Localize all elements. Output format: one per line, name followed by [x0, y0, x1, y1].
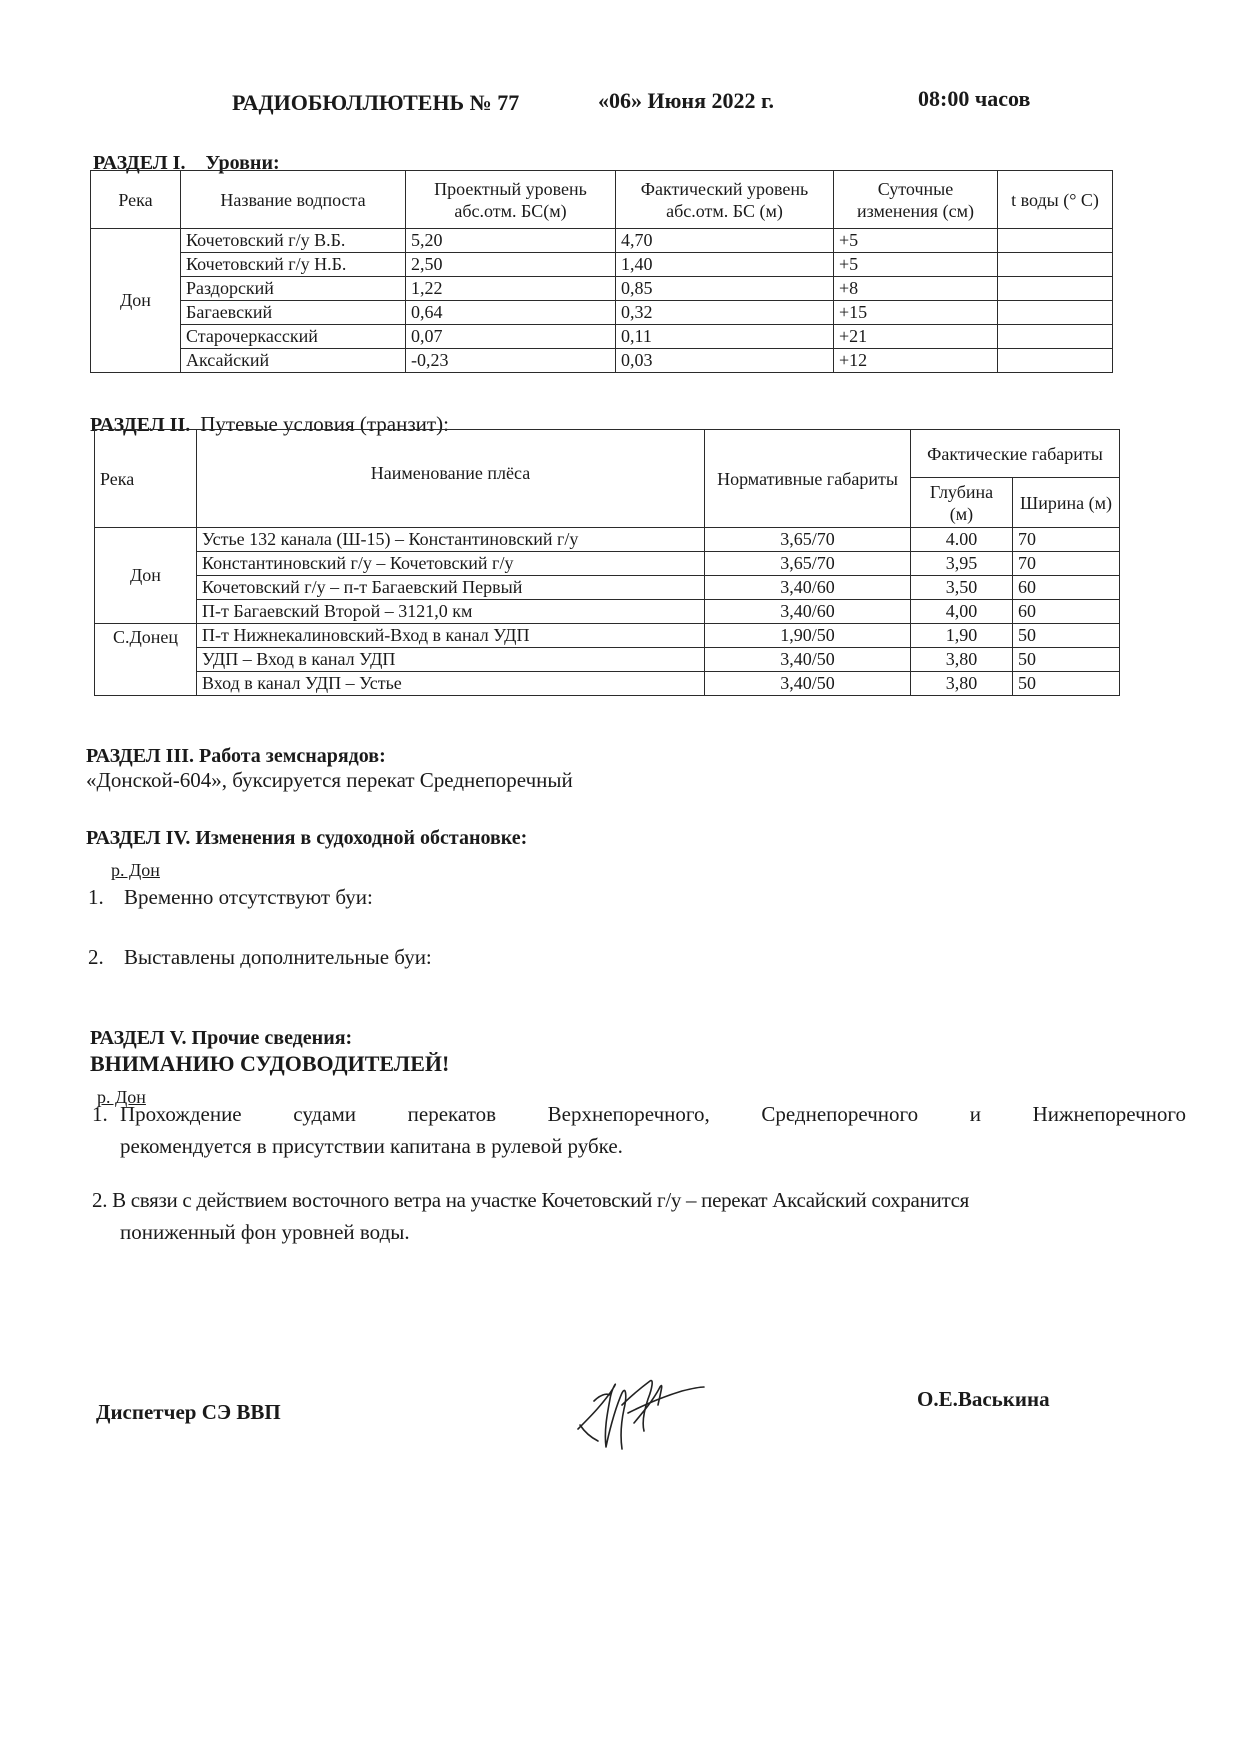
project-level-cell: 0,07 [406, 325, 616, 349]
col-river: Река [95, 430, 197, 528]
water-temp-cell [998, 325, 1113, 349]
table-row [91, 277, 1113, 301]
river-cell: Дон [95, 528, 197, 624]
depth-cell: 3,80 [911, 672, 1013, 696]
normative-cell: 3,40/60 [705, 576, 911, 600]
table-row [95, 672, 1120, 696]
section4-item1-number: 1. [88, 885, 104, 909]
levels-table [90, 170, 1113, 373]
section4-title: РАЗДЕЛ IV. Изменения в судоходной обстановке: [86, 827, 528, 849]
water-temp-cell [998, 229, 1113, 253]
water-temp-cell [998, 253, 1113, 277]
reach-cell: Кочетовский г/у – п-т Багаевский Первый [197, 576, 705, 600]
section5-item2-line2: пониженный фон уровней воды. [120, 1220, 410, 1244]
river-cell: С.Донец [95, 624, 197, 696]
reach-cell: Вход в канал УДП – Устье [197, 672, 705, 696]
reach-cell: Константиновский г/у – Кочетовский г/у [197, 552, 705, 576]
width-cell: 70 [1013, 552, 1120, 576]
levels-header-row [91, 171, 1113, 229]
width-cell: 50 [1013, 624, 1120, 648]
normative-cell: 3,40/60 [705, 600, 911, 624]
post-name-cell: Кочетовский г/у Н.Б. [181, 253, 406, 277]
table-row [91, 253, 1113, 277]
attention-heading: ВНИМАНИЮ СУДОВОДИТЕЛЕЙ! [90, 1051, 450, 1076]
section5-item1-number: 1. [92, 1102, 108, 1126]
col-water-temp: t воды (° С) [998, 171, 1113, 229]
table-row [95, 528, 1120, 552]
width-cell: 70 [1013, 528, 1120, 552]
post-name-cell: Старочеркасский [181, 325, 406, 349]
width-cell: 60 [1013, 576, 1120, 600]
table-row [95, 648, 1120, 672]
actual-level-cell: 0,11 [616, 325, 834, 349]
col-daily-change: Суточные изменения (см) [834, 171, 998, 229]
reach-cell: Устье 132 канала (Ш-15) – Константиновский г/у [197, 528, 705, 552]
reach-cell: П-т Нижнекалиновский-Вход в канал УДП [197, 624, 705, 648]
normative-cell: 3,65/70 [705, 552, 911, 576]
section5-item1-line2: рекомендуется в присутствии капитана в рулевой рубке. [120, 1134, 623, 1158]
width-cell: 60 [1013, 600, 1120, 624]
project-level-cell: -0,23 [406, 349, 616, 373]
table-row [91, 301, 1113, 325]
depth-cell: 3,95 [911, 552, 1013, 576]
project-level-cell: 2,50 [406, 253, 616, 277]
project-level-cell: 1,22 [406, 277, 616, 301]
section1-subtitle: Уровни: [205, 152, 280, 174]
project-level-cell: 0,64 [406, 301, 616, 325]
section4-item2-number: 2. [88, 945, 104, 969]
table-row [91, 229, 1113, 253]
actual-level-cell: 4,70 [616, 229, 834, 253]
table-row [91, 349, 1113, 373]
route-conditions-table [94, 429, 1120, 696]
depth-cell: 1,90 [911, 624, 1013, 648]
daily-change-cell: +5 [834, 253, 998, 277]
normative-cell: 3,40/50 [705, 648, 911, 672]
bulletin-time: 08:00 часов [918, 86, 1031, 111]
width-cell: 50 [1013, 648, 1120, 672]
table-row [91, 325, 1113, 349]
actual-level-cell: 0,85 [616, 277, 834, 301]
dispatcher-name: О.Е.Васькина [917, 1387, 1050, 1411]
col-project-level: Проектный уровень абс.отм. БС(м) [406, 171, 616, 229]
width-cell: 50 [1013, 672, 1120, 696]
daily-change-cell: +12 [834, 349, 998, 373]
project-level-cell: 5,20 [406, 229, 616, 253]
water-temp-cell [998, 349, 1113, 373]
section5-river-label: р. Дон [97, 1087, 146, 1107]
table-row [95, 552, 1120, 576]
daily-change-cell: +21 [834, 325, 998, 349]
section4-item1-text: Временно отсутствуют буи: [124, 885, 373, 909]
post-name-cell: Багаевский [181, 301, 406, 325]
col-normative-dimensions: Нормативные габариты [705, 430, 911, 528]
daily-change-cell: +15 [834, 301, 998, 325]
table-row [95, 624, 1120, 648]
reach-cell: П-т Багаевский Второй – 3121,0 км [197, 600, 705, 624]
section4-river-label: р. Дон [111, 860, 160, 880]
section5-item2-line1: 2. В связи с действием восточного ветра на участке Кочетовский г/у – перекат Аксайский сохранится [92, 1188, 969, 1212]
depth-cell: 4,00 [911, 600, 1013, 624]
river-cell: Дон [91, 229, 181, 373]
actual-level-cell: 0,03 [616, 349, 834, 373]
reach-cell: УДП – Вход в канал УДП [197, 648, 705, 672]
col-width: Ширина (м) [1013, 478, 1120, 528]
bulletin-title: РАДИОБЮЛЛЮТЕНЬ № 77 [232, 90, 520, 115]
col-depth: Глубина (м) [911, 478, 1013, 528]
depth-cell: 4.00 [911, 528, 1013, 552]
section3-text: «Донской-604», буксируется перекат Среднепоречный [86, 768, 573, 792]
route-header-row-1 [95, 430, 1120, 478]
water-temp-cell [998, 277, 1113, 301]
col-river: Река [91, 171, 181, 229]
col-actual-level: Фактический уровень абс.отм. БС (м) [616, 171, 834, 229]
section5-item1-line1: Прохождение судами перекатов Верхнепоречного, Среднепоречного и Нижнепоречного [120, 1102, 1186, 1126]
col-reach-name: Наименование плёса [197, 430, 705, 528]
dispatcher-position: Диспетчер СЭ ВВП [96, 1400, 281, 1424]
section2-subtitle: Путевые условия (транзит): [200, 412, 449, 436]
daily-change-cell: +8 [834, 277, 998, 301]
post-name-cell: Аксайский [181, 349, 406, 373]
actual-level-cell: 0,32 [616, 301, 834, 325]
depth-cell: 3,50 [911, 576, 1013, 600]
water-temp-cell [998, 301, 1113, 325]
table-row [95, 576, 1120, 600]
section2-title: РАЗДЕЛ II. [90, 414, 191, 436]
signature [570, 1365, 710, 1460]
section5-title: РАЗДЕЛ V. Прочие сведения: [90, 1027, 353, 1049]
post-name-cell: Кочетовский г/у В.Б. [181, 229, 406, 253]
daily-change-cell: +5 [834, 229, 998, 253]
section3-title: РАЗДЕЛ III. Работа земснарядов: [86, 745, 386, 767]
section4-item2-text: Выставлены дополнительные буи: [124, 945, 432, 969]
normative-cell: 1,90/50 [705, 624, 911, 648]
table-row [95, 600, 1120, 624]
col-actual-dimensions: Фактические габариты [911, 430, 1120, 478]
actual-level-cell: 1,40 [616, 253, 834, 277]
section1-title: РАЗДЕЛ I. [93, 152, 186, 174]
post-name-cell: Раздорский [181, 277, 406, 301]
depth-cell: 3,80 [911, 648, 1013, 672]
normative-cell: 3,65/70 [705, 528, 911, 552]
col-post-name: Название водпоста [181, 171, 406, 229]
normative-cell: 3,40/50 [705, 672, 911, 696]
bulletin-date: «06» Июня 2022 г. [598, 88, 775, 113]
